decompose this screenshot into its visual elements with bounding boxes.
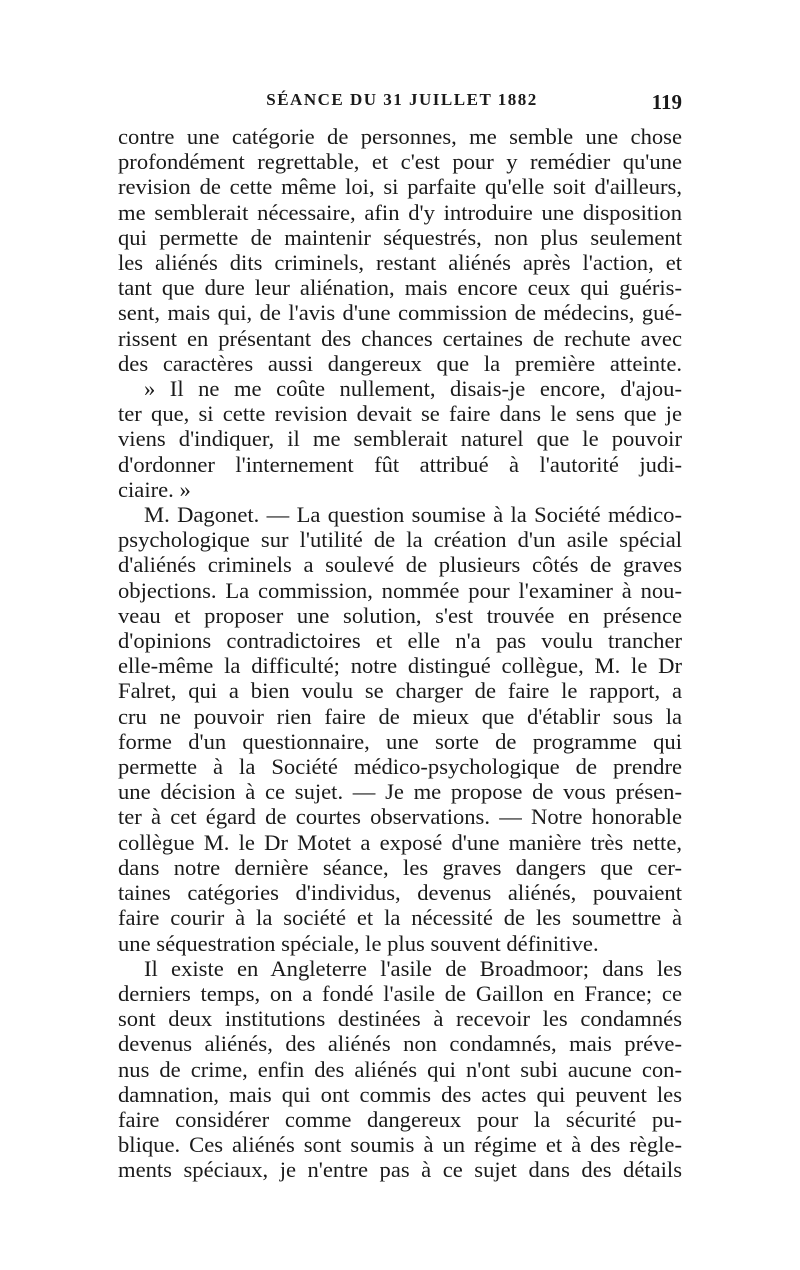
text-line: Falret, qui a bien voulu se charger de faire le rapport, a <box>118 678 682 704</box>
text-line: faire courir à la société et la nécessité de les soumettre à <box>118 905 682 931</box>
text-line: ter à cet égard de courtes observations. — Notre honorable <box>118 804 682 830</box>
text-line: viens d'indiquer, il me semblerait naturel que le pouvoir <box>118 426 682 452</box>
text-line: ter que, si cette revision devait se faire dans le sens que je <box>118 401 682 427</box>
text-line: psychologique sur l'utilité de la création d'un asile spécial <box>118 527 682 553</box>
text-line: M. Dagonet. — La question soumise à la Société médico- <box>144 502 682 528</box>
text-line: derniers temps, on a fondé l'asile de Gaillon en France; ce <box>118 980 682 1006</box>
text-line: d'opinions contradictoires et elle n'a pas voulu trancher <box>118 628 682 654</box>
text-line: permette à la Société médico-psychologique de prendre <box>118 754 682 780</box>
body-text <box>118 124 682 1183</box>
text-line: revision de cette même loi, si parfaite qu'elle soit d'ailleurs, <box>118 174 682 200</box>
page-header <box>122 90 682 118</box>
text-line: une décision à ce sujet. — Je me propose de vous présen- <box>118 779 682 805</box>
text-line: nus de crime, enfin des aliénés qui n'ont subi aucune con- <box>118 1056 682 1082</box>
text-line: les aliénés dits criminels, restant aliénés après l'action, et <box>118 250 682 276</box>
text-line: cru ne pouvoir rien faire de mieux que d'établir sous la <box>118 703 682 729</box>
text-line: objections. La commission, nommée pour l'examiner à nou- <box>118 577 682 603</box>
text-line: me semblerait nécessaire, afin d'y introduire une disposition <box>118 199 682 225</box>
text-line: ments spéciaux, je n'entre pas à ce sujet dans des détails <box>118 1157 682 1183</box>
text-line: damnation, mais qui ont commis des actes qui peuvent les <box>118 1081 682 1107</box>
text-line: sent, mais qui, de l'avis d'une commission de médecins, gué- <box>118 300 682 326</box>
text-line: faire considérer comme dangereux pour la sécurité pu- <box>118 1106 682 1132</box>
text-line: dans notre dernière séance, les graves dangers que cer- <box>118 854 682 880</box>
text-line: tant que dure leur aliénation, mais encore ceux qui guéris- <box>118 275 682 301</box>
running-head: SÉANCE DU 31 JUILLET 1882 <box>266 90 538 109</box>
text-line: des caractères aussi dangereux que la première atteinte. <box>118 350 682 376</box>
text-line: d'aliénés criminels a soulevé de plusieurs côtés de graves <box>118 552 682 578</box>
text-line: elle-même la difficulté; notre distingué collègue, M. le Dr <box>118 653 682 679</box>
text-line: forme d'un questionnaire, une sorte de programme qui <box>118 728 682 754</box>
text-line: taines catégories d'individus, devenus aliénés, pouvaient <box>118 880 682 906</box>
text-line: sont deux institutions destinées à recevoir les condamnés <box>118 1006 682 1032</box>
text-line: profondément regrettable, et c'est pour y remédier qu'une <box>118 149 682 175</box>
text-line: devenus aliénés, des aliénés non condamnés, mais préve- <box>118 1031 682 1057</box>
text-line: collègue M. le Dr Motet a exposé d'une manière très nette, <box>118 829 682 855</box>
text-line: veau et proposer une solution, s'est trouvée en présence <box>118 602 682 628</box>
text-line: blique. Ces aliénés sont soumis à un régime et à des règle- <box>118 1132 682 1158</box>
text-line: » Il ne me coûte nullement, disais-je encore, d'ajou- <box>144 376 682 402</box>
text-line: ciaire. » <box>118 476 191 502</box>
text-line: contre une catégorie de personnes, me semble une chose <box>118 124 682 149</box>
text-line: qui permette de maintenir séquestrés, non plus seulement <box>118 224 682 250</box>
text-line: Il existe en Angleterre l'asile de Broadmoor; dans les <box>144 955 682 981</box>
page-number: 119 <box>651 90 682 114</box>
text-line: une séquestration spéciale, le plus souvent définitive. <box>118 930 599 956</box>
text-line: d'ordonner l'internement fût attribué à l'autorité judi- <box>118 451 682 477</box>
text-line: rissent en présentant des chances certaines de rechute avec <box>118 325 682 351</box>
